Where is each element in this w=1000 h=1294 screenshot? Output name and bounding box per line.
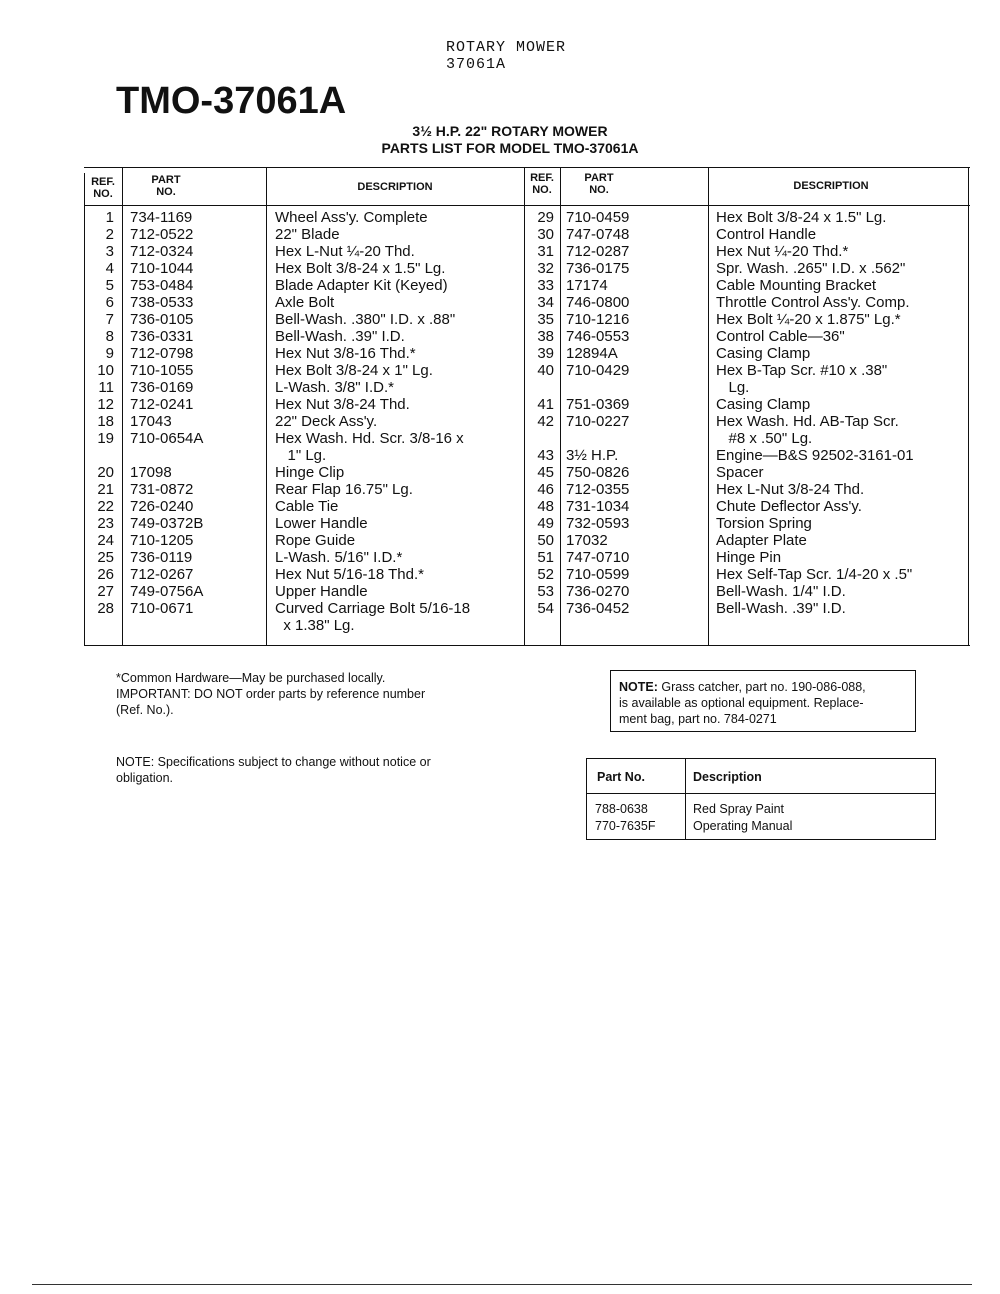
accessories-header-description: Description (693, 770, 762, 784)
subtitle-line-2: PARTS LIST FOR MODEL TMO-37061A (381, 140, 639, 156)
part-no: 749-0756A (130, 583, 204, 600)
spec-line-1: NOTE: Specifications subject to change without notice or (116, 755, 431, 769)
part-no: 710-0671 (130, 600, 194, 617)
accessories-row-2-desc: Operating Manual (693, 819, 793, 833)
part-no: 710-1216 (566, 311, 630, 328)
part-no: 710-0429 (566, 362, 630, 379)
part-no: 750-0826 (566, 464, 630, 481)
ref-no: 53 (537, 583, 554, 600)
ref-no: 29 (537, 209, 554, 226)
description: Torsion Spring (716, 515, 812, 532)
description: Hex Bolt ¼-20 x 1.875" Lg.* (716, 311, 901, 328)
part-no: 746-0800 (566, 294, 630, 311)
description: Wheel Ass'y. Complete (275, 209, 428, 226)
accessories-table (586, 758, 936, 840)
ref-no: 4 (105, 260, 114, 277)
description: Hex B-Tap Scr. #10 x .38" (716, 362, 888, 379)
description: Hex Nut 3/8-24 Thd. (275, 396, 410, 413)
part-no: 751-0369 (566, 396, 630, 413)
description: L-Wash. 3/8" I.D.* (275, 379, 394, 396)
part-no: 734-1169 (130, 209, 193, 226)
ref-no: 27 (97, 583, 114, 600)
description: Bell-Wash. .380" I.D. x .88" (275, 311, 456, 328)
ref-no: 50 (537, 532, 554, 549)
part-no: 712-0798 (130, 345, 194, 362)
grass-catcher-note-box (610, 670, 916, 732)
description: Curved Carriage Bolt 5/16-18 (275, 600, 471, 617)
accessories-row-2-part: 770-7635F (595, 819, 656, 833)
part-no: 747-0748 (566, 226, 630, 243)
subtitle-line-1: 3½ H.P. 22" ROTARY MOWER (412, 123, 608, 139)
part-no: 736-0105 (130, 311, 194, 328)
part-no: 726-0240 (130, 498, 194, 515)
description: Hex Nut 5/16-18 Thd.* (275, 566, 424, 583)
ref-no: 2 (105, 226, 114, 243)
ref-no: 34 (537, 294, 554, 311)
ref-no: 51 (537, 549, 554, 566)
description: Hex Wash. Hd. Scr. 3/8-16 x (275, 430, 464, 447)
ref-no: 23 (97, 515, 114, 532)
part-no: 710-0599 (566, 566, 630, 583)
part-no: 712-0355 (566, 481, 630, 498)
description: Bell-Wash. .39" I.D. (275, 328, 405, 345)
part-no: 736-0331 (130, 328, 194, 345)
part-no: 710-1044 (130, 260, 194, 277)
part-no: 747-0710 (566, 549, 630, 566)
ref-no: 42 (537, 413, 554, 430)
description: Axle Bolt (275, 294, 335, 311)
part-no: 710-0227 (566, 413, 630, 430)
ref-no: 22 (97, 498, 114, 515)
part-no: 17098 (130, 464, 172, 481)
accessories-row-1-part: 788-0638 (595, 802, 648, 816)
description: Lower Handle (275, 515, 368, 532)
description: Bell-Wash. .39" I.D. (716, 600, 846, 617)
ref-no: 31 (537, 243, 554, 260)
ref-no: 18 (97, 413, 114, 430)
description: Spr. Wash. .265" I.D. x .562" (716, 260, 906, 277)
description: Upper Handle (275, 583, 368, 600)
grass-line-3: ment bag, part no. 784-0271 (619, 712, 777, 726)
common-hardware-note (116, 670, 536, 718)
part-no: 731-0872 (130, 481, 194, 498)
description: x 1.38" Lg. (275, 617, 355, 634)
ref-no: 25 (97, 549, 114, 566)
grass-note-label: NOTE: (619, 680, 658, 694)
spec-line-2: obligation. (116, 771, 173, 785)
description: Hex Bolt 3/8-24 x 1" Lg. (275, 362, 433, 379)
part-no: 17032 (566, 532, 608, 549)
ref-no: 28 (97, 600, 114, 617)
ref-no: 26 (97, 566, 114, 583)
part-no: 736-0452 (566, 600, 630, 617)
part-no: 712-0267 (130, 566, 194, 583)
ref-no: 43 (537, 447, 554, 464)
ref-no: 12 (97, 396, 114, 413)
ref-no: 21 (97, 481, 114, 498)
part-no: 710-1055 (130, 362, 194, 379)
description: Control Handle (716, 226, 817, 243)
description: Hex Bolt 3/8-24 x 1.5" Lg. (716, 209, 887, 226)
part-no: 12894A (566, 345, 618, 362)
common-line-3: (Ref. No.). (116, 703, 174, 717)
part-no: 17043 (130, 413, 172, 430)
part-no: 736-0169 (130, 379, 194, 396)
specifications-note (116, 754, 536, 786)
ref-no: 9 (105, 345, 114, 362)
part-no: 712-0241 (130, 396, 194, 413)
part-no: 738-0533 (130, 294, 194, 311)
description: #8 x .50" Lg. (716, 430, 813, 447)
part-no: 710-0654A (130, 430, 204, 447)
ref-no: 32 (537, 260, 554, 277)
part-no: 712-0522 (130, 226, 194, 243)
description: Hex Wash. Hd. AB-Tap Scr. (716, 413, 899, 430)
ref-no: 39 (537, 345, 554, 362)
description: Chute Deflector Ass'y. (716, 498, 862, 515)
description: Spacer (716, 464, 764, 481)
description: Casing Clamp (716, 345, 811, 362)
part-no: 732-0593 (566, 515, 630, 532)
description: 1" Lg. (275, 447, 327, 464)
description: Lg. (716, 379, 750, 396)
ref-no: 24 (97, 532, 114, 549)
description: Casing Clamp (716, 396, 811, 413)
ref-no: 10 (97, 362, 114, 379)
description: Cable Mounting Bracket (716, 277, 877, 294)
description: Bell-Wash. 1/4" I.D. (716, 583, 846, 600)
ref-no: 45 (537, 464, 554, 481)
part-no: 736-0175 (566, 260, 630, 277)
ref-no: 5 (105, 277, 114, 294)
grass-line-2: is available as optional equipment. Replace- (619, 696, 864, 710)
part-no: 746-0553 (566, 328, 630, 345)
ref-no: 11 (98, 379, 114, 396)
ref-no: 46 (537, 481, 554, 498)
ref-no: 38 (537, 328, 554, 345)
part-no: 736-0119 (130, 549, 193, 566)
typed-line-1: ROTARY MOWER (446, 39, 567, 56)
description: Hex L-Nut ¼-20 Thd. (275, 243, 415, 260)
header-ref-no-left: REF. NO. (91, 176, 115, 200)
header-part-no-right: PART NO. (584, 172, 614, 196)
ref-no: 41 (537, 396, 554, 413)
description: Hex Self-Tap Scr. 1/4-20 x .5" (716, 566, 913, 583)
header-ref-no-right: REF. NO. (530, 172, 554, 196)
description: 22" Deck Ass'y. (275, 413, 378, 430)
header-description-right: DESCRIPTION (793, 180, 869, 192)
description: Blade Adapter Kit (Keyed) (275, 277, 448, 294)
description: Control Cable—36" (716, 328, 845, 345)
description: Cable Tie (275, 498, 339, 515)
part-no: 17174 (566, 277, 608, 294)
description: Engine—B&S 92502-3161-01 (716, 447, 914, 464)
ref-no: 30 (537, 226, 554, 243)
header-description-left: DESCRIPTION (357, 181, 433, 193)
model-title: TMO-37061A (116, 80, 347, 122)
ref-no: 35 (537, 311, 554, 328)
part-no: 710-1205 (130, 532, 194, 549)
ref-no: 8 (105, 328, 114, 345)
part-no: 712-0324 (130, 243, 194, 260)
ref-no: 3 (105, 243, 114, 260)
accessories-header-part: Part No. (597, 770, 645, 784)
ref-no: 52 (537, 566, 554, 583)
part-no: 710-0459 (566, 209, 630, 226)
part-no: 731-1034 (566, 498, 630, 515)
ref-no: 20 (97, 464, 114, 481)
part-no: 753-0484 (130, 277, 194, 294)
description: L-Wash. 5/16" I.D.* (275, 549, 403, 566)
description: Adapter Plate (716, 532, 807, 549)
ref-no: 19 (97, 430, 114, 447)
description: Rear Flap 16.75" Lg. (275, 481, 413, 498)
ref-no: 33 (537, 277, 554, 294)
part-no: 712-0287 (566, 243, 630, 260)
common-line-1: *Common Hardware—May be purchased locally. (116, 671, 386, 685)
part-no: 3½ H.P. (566, 447, 619, 464)
ref-no: 49 (537, 515, 554, 532)
ref-no: 40 (537, 362, 554, 379)
ref-no: 48 (537, 498, 554, 515)
description: Hinge Clip (275, 464, 345, 481)
bottom-rule (32, 1284, 972, 1285)
accessories-row-1-desc: Red Spray Paint (693, 802, 785, 816)
part-no: 749-0372B (130, 515, 204, 532)
ref-no: 1 (105, 209, 114, 226)
description: Hex Bolt 3/8-24 x 1.5" Lg. (275, 260, 446, 277)
description: Rope Guide (275, 532, 356, 549)
description: Hex Nut ¼-20 Thd.* (716, 243, 849, 260)
ref-no: 54 (537, 600, 554, 617)
typed-line-2: 37061A (446, 56, 507, 73)
ref-no: 7 (105, 311, 114, 328)
ref-no: 6 (105, 294, 114, 311)
description: Hex Nut 3/8-16 Thd.* (275, 345, 416, 362)
common-line-2: IMPORTANT: DO NOT order parts by reference number (116, 687, 426, 701)
header-part-no-left: PART NO. (151, 174, 181, 198)
description: Hinge Pin (716, 549, 782, 566)
description: Throttle Control Ass'y. Comp. (716, 294, 910, 311)
description: 22" Blade (275, 226, 340, 243)
part-no: 736-0270 (566, 583, 630, 600)
grass-line-1: Grass catcher, part no. 190-086-088, (657, 680, 866, 694)
description: Hex L-Nut 3/8-24 Thd. (716, 481, 865, 498)
